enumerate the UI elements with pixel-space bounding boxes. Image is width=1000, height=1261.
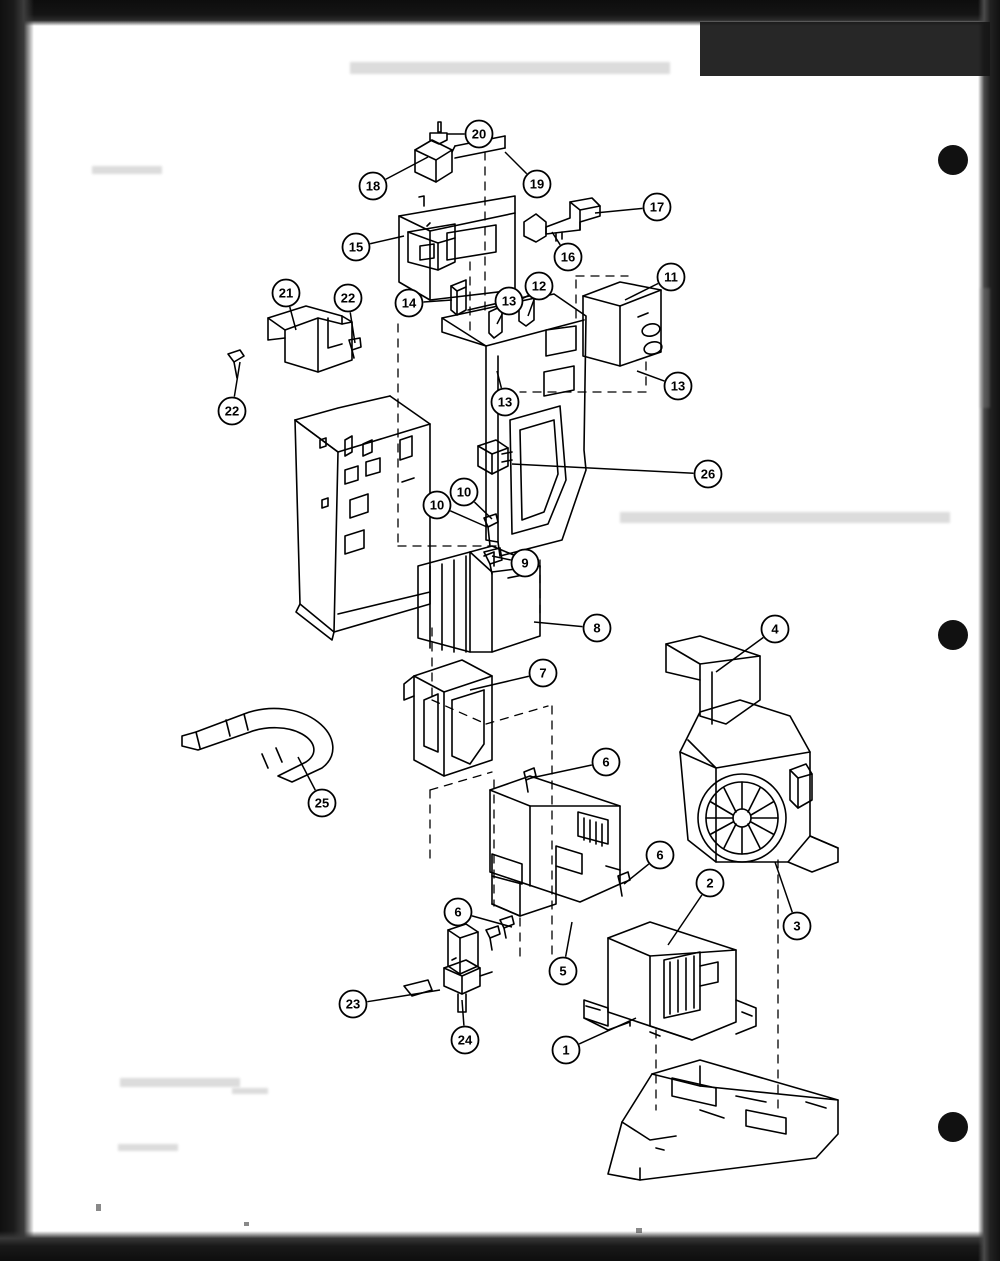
scan-edge-left xyxy=(0,0,34,1261)
callout-17 xyxy=(595,194,671,221)
callout-leader-line xyxy=(637,371,664,381)
scan-smudge xyxy=(232,1088,268,1094)
callout-number: 23 xyxy=(345,996,361,1012)
callout-15 xyxy=(343,234,405,261)
callout-22 xyxy=(219,362,246,425)
callout-number: 10 xyxy=(429,497,445,513)
part-cabinet-side-panel xyxy=(295,396,430,640)
scan-smudge xyxy=(92,166,162,174)
callout-number: 20 xyxy=(471,126,487,142)
part-temperature-probe xyxy=(182,708,333,782)
callout-number: 13 xyxy=(670,378,686,394)
callout-3 xyxy=(775,862,811,940)
callout-leader-line xyxy=(470,676,529,690)
callout-leader-line xyxy=(505,152,527,174)
callout-number: 12 xyxy=(531,278,547,294)
part-transformer xyxy=(584,922,756,1040)
callout-leader-line xyxy=(450,511,487,527)
callout-number: 6 xyxy=(602,754,610,770)
callout-21 xyxy=(273,280,300,331)
part-switch-and-screw xyxy=(524,198,600,242)
part-screws-9-10 xyxy=(484,514,502,574)
part-blower-housing xyxy=(680,700,838,872)
callout-5 xyxy=(550,922,577,985)
callout-number: 26 xyxy=(700,466,716,482)
callout-14 xyxy=(396,290,453,317)
callout-leader-line xyxy=(367,990,440,1002)
callout-number: 9 xyxy=(521,555,529,571)
part-control-board-bracket xyxy=(490,776,620,916)
callout-4 xyxy=(716,616,789,673)
callout-number: 13 xyxy=(497,394,513,410)
callout-number: 25 xyxy=(314,795,330,811)
scan-speck xyxy=(244,1222,249,1226)
part-blower-cover xyxy=(666,636,760,724)
callout-leader-line xyxy=(566,922,572,957)
part-corner-cover xyxy=(268,306,352,372)
part-capacitor xyxy=(583,282,663,366)
part-thermostat xyxy=(404,924,500,1012)
callout-number: 21 xyxy=(278,285,294,301)
scan-smudge xyxy=(118,1144,178,1151)
callout-leader-line xyxy=(534,622,583,627)
callout-leader-line xyxy=(474,502,492,519)
scan-speck xyxy=(96,1204,101,1211)
callout-number: 5 xyxy=(559,963,567,979)
callout-number: 3 xyxy=(793,918,801,934)
callout-16 xyxy=(552,232,582,271)
hole-punch-mark xyxy=(938,145,968,175)
callout-number: 10 xyxy=(456,484,472,500)
callout-23 xyxy=(340,990,441,1018)
callout-number: 8 xyxy=(593,620,601,636)
callout-7 xyxy=(470,660,557,691)
callout-8 xyxy=(534,615,611,642)
callout-2 xyxy=(668,870,724,946)
callout-number: 4 xyxy=(771,621,779,637)
callout-number: 11 xyxy=(664,269,678,285)
callout-number: 22 xyxy=(224,403,240,419)
callout-number: 18 xyxy=(365,178,381,194)
callout-20 xyxy=(447,121,493,148)
callout-18 xyxy=(360,157,429,200)
callout-leader-line xyxy=(462,1000,464,1026)
callout-number: 22 xyxy=(340,290,356,306)
callout-11 xyxy=(625,264,685,301)
scan-edge-right xyxy=(978,0,1000,1261)
callout-number: 16 xyxy=(560,249,576,265)
callout-number: 24 xyxy=(457,1032,473,1048)
hole-punch-mark xyxy=(938,620,968,650)
callout-leader-line xyxy=(595,208,643,213)
scan-smudge xyxy=(120,1078,240,1087)
callout-number: 17 xyxy=(649,199,665,215)
part-air-duct xyxy=(404,660,492,776)
part-small-brackets xyxy=(451,280,534,338)
callout-12 xyxy=(526,273,553,317)
scan-smudge xyxy=(620,512,950,523)
callout-number: 15 xyxy=(348,239,364,255)
callout-25 xyxy=(298,757,336,817)
hole-punch-mark xyxy=(938,1112,968,1142)
callout-13 xyxy=(492,371,519,416)
part-interlock-switch xyxy=(478,440,512,474)
callout-leader-line xyxy=(512,464,694,473)
scan-edge-top-right-bar xyxy=(700,22,990,76)
callout-number: 13 xyxy=(501,293,517,309)
callout-number: 14 xyxy=(401,295,417,311)
callout-number: 7 xyxy=(539,665,547,681)
callout-19 xyxy=(505,152,551,198)
callout-leader-line xyxy=(528,300,534,316)
callout-6 xyxy=(531,749,620,779)
callout-13 xyxy=(637,371,692,400)
callout-24 xyxy=(452,1000,479,1054)
callout-leader-line xyxy=(423,300,452,302)
scan-speck xyxy=(636,1228,642,1233)
callout-number: 1 xyxy=(562,1042,570,1058)
callout-number: 6 xyxy=(656,847,664,863)
callout-6 xyxy=(624,842,674,885)
callout-number: 6 xyxy=(454,904,462,920)
part-base-plate xyxy=(608,1060,838,1180)
callout-22 xyxy=(335,285,362,344)
callout-number: 2 xyxy=(706,875,714,891)
scan-edge-bottom xyxy=(0,1231,1000,1261)
callout-number: 19 xyxy=(529,176,545,192)
scan-smudge xyxy=(980,288,990,408)
callout-26 xyxy=(512,461,722,488)
callout-leader-line xyxy=(531,765,592,778)
scan-smudge xyxy=(350,62,670,74)
